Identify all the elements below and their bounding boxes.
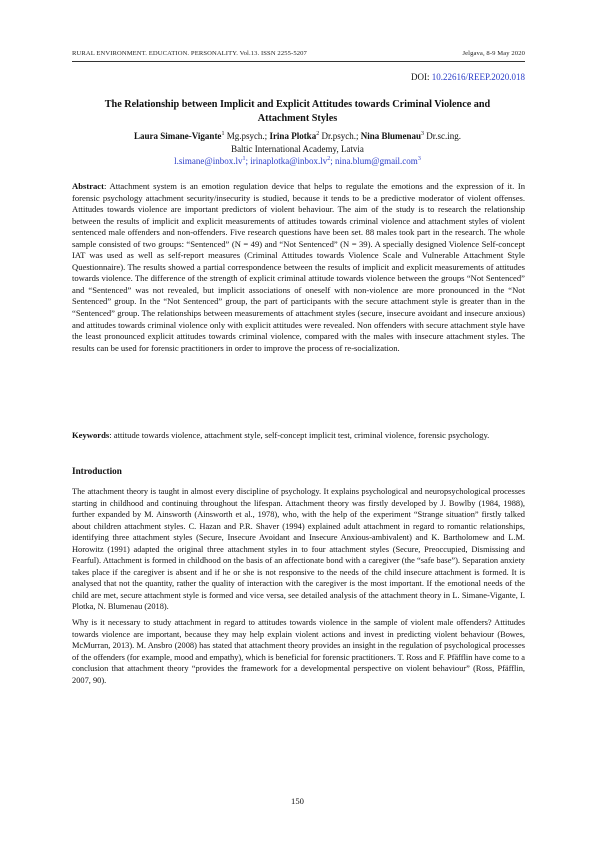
affiliation: Baltic International Academy, Latvia <box>231 143 364 154</box>
author-name: Laura Simane-Vigante <box>134 131 222 141</box>
authors-block <box>80 130 515 168</box>
author-name: Nina Blumenau <box>360 131 421 141</box>
body-paragraph: Why is it necessary to study attachment in regard to attitudes towards violence in the sample of violent male offenders? Attitudes towards violence are important, because they may help explain violent actions and invest in predicting violent behaviour (Bowes, McMurran, 2013). M. Ansbro (2008) has stated that attachment theory provides an insight in the regulation of psychological processes of the offenders (for example, mood and empathy), which is beneficial for forensic practitioners. T. Ross and F. Pfäfflin have come to a conclusion that attachment theory “provides the framework for a developmental perspective on violent behaviour” (Ross, Pfäfflin, 2007, 90). <box>72 618 525 685</box>
email-sup: 2 <box>327 156 331 162</box>
email-link[interactable]: l.simane@inbox.lv <box>174 156 243 166</box>
email-sup: 3 <box>417 156 421 162</box>
doi-line <box>411 72 525 82</box>
email-link[interactable]: nina.blum@gmail.com <box>335 156 418 166</box>
author-sup: 1 <box>221 131 225 137</box>
doi-link[interactable]: 10.22616/REEP.2020.018 <box>431 72 525 82</box>
doi-label: DOI: <box>410 72 432 82</box>
author-list <box>80 130 515 143</box>
page-number: 150 <box>291 796 304 806</box>
keywords-label: Keywords <box>72 430 110 440</box>
email-separator: ; <box>330 156 336 166</box>
author-sup: 3 <box>420 131 424 137</box>
abstract-label: Abstract <box>72 181 104 191</box>
author-degree: Dr.sc.ing. <box>423 131 461 141</box>
body-paragraph: The attachment theory is taught in almost every discipline of psychology. It explains psychological and neuropsychological processes starting in childhood and continuing throughout the lifespan. Attachment theory was firstly developed by J. Bowlby (1984, 1988), further expanded by M. Ainsworth (Ainsworth et al., 1978), who, with the help of the experiment “Strange situation” firstly talked about children attachment styles. C. Hazan and P.R. Shaver (1994) explained adult attachment in regard to romantic relationships, identifying three attachment styles (Secure, Insecure Avoidant and Insecure Anxious-ambivalent) and K. Bartholomew and L.M. Horowitz (1991) adapted the original three attachment styles in to four attachment styles (Secure, Preoccupied, Dismissing and Fearful). Attachment is formed in childhood on the basis of an affectionate bond with a caregiver (the “safe base”). Separation anxiety takes place if the caregiver is absent and if he or she is not responsive to the needs of the child insecure attachment is formed. It is analysed that not the quantity, rather the quality of interaction with the caregiver is the most important. If the emotional needs of the child are met, secure attachment style is formed and vice versa, see detailed analysis of the attachment theory in L. Simane-Vigante, I. Plotka, N. Blumenau (2018). <box>72 487 525 612</box>
email-sup: 1 <box>242 156 246 162</box>
journal-header: RURAL ENVIRONMENT. EDUCATION. PERSONALITY. Vol.13. ISSN 2255-5207 <box>72 50 307 57</box>
author-sup: 2 <box>316 131 320 137</box>
email-separator: ; <box>245 156 251 166</box>
email-link[interactable]: irinaplotka@inbox.lv <box>250 156 328 166</box>
author-degree: Dr.psych.; <box>319 131 361 141</box>
paper-title: The Relationship between Implicit and Explicit Attitudes towards Criminal Violence and Attachment Styles <box>104 99 491 124</box>
conference-date: Jelgava, 8-9 May 2020 <box>462 50 525 57</box>
email-list <box>80 155 515 168</box>
author-degree: Mg.psych.; <box>224 131 270 141</box>
running-header <box>72 50 525 57</box>
keywords <box>72 430 525 442</box>
section-heading-introduction: Introduction <box>72 466 122 476</box>
author-name: Irina Plotka <box>269 131 317 141</box>
abstract <box>72 181 525 354</box>
keywords-text: : attitude towards violence, attachment style, self-concept implicit test, criminal violence, forensic psychology. <box>109 430 490 440</box>
abstract-text: : Attachment system is an emotion regulation device that helps to regulate the emotions and the expression of it. In forensic psychology attachment security/insecurity is studied, because it tends to be a predictive moderator of violent offenses. Attitudes towards violence are important predictors of violent behaviour. The aim of the study is to research the relationship between the results of implicit and explicit measurements of attitudes towards criminal violence and attachment styles of violent sentenced male offenders and non-offenders. Five research questions have been set. 88 males took part in the research. The whole sample consisted of two groups: “Sentenced” (N = 49) and “Not Sentenced” (N = 39). A specially designed Violence Self-concept IAT was used as well as self-report measures (Criminal Attitudes towards Violence Scale and Vulnerable Attachment Style Questionnaire). The results showed a partial correspondence between the results of implicit and explicit measurements of attitudes towards violence. The difference of the strength of explicit criminal attitude towards violence between the groups “Not Sentenced” and “Sentenced” was not revealed, but implicit associations of oneself with non-violence are more pronounced in the “Not Sentenced” group. In the “Not Sentenced” group, the part of participants with the secure attachment style is greater than in the “Sentenced” group. The relationships between measurements of attachment styles (secure, insecure avoidant and insecure anxious) and attitudes towards criminal violence only with explicit attitudes were revealed. Non offenders with secure attachment style have the least pronounced explicit attitudes towards criminal violence, compared with the males with insecure attachment styles. The results can be used for forensic practitioners in order to improve the process of re-socialization. <box>72 181 525 353</box>
introduction-body <box>72 486 525 690</box>
header-divider <box>72 61 525 62</box>
